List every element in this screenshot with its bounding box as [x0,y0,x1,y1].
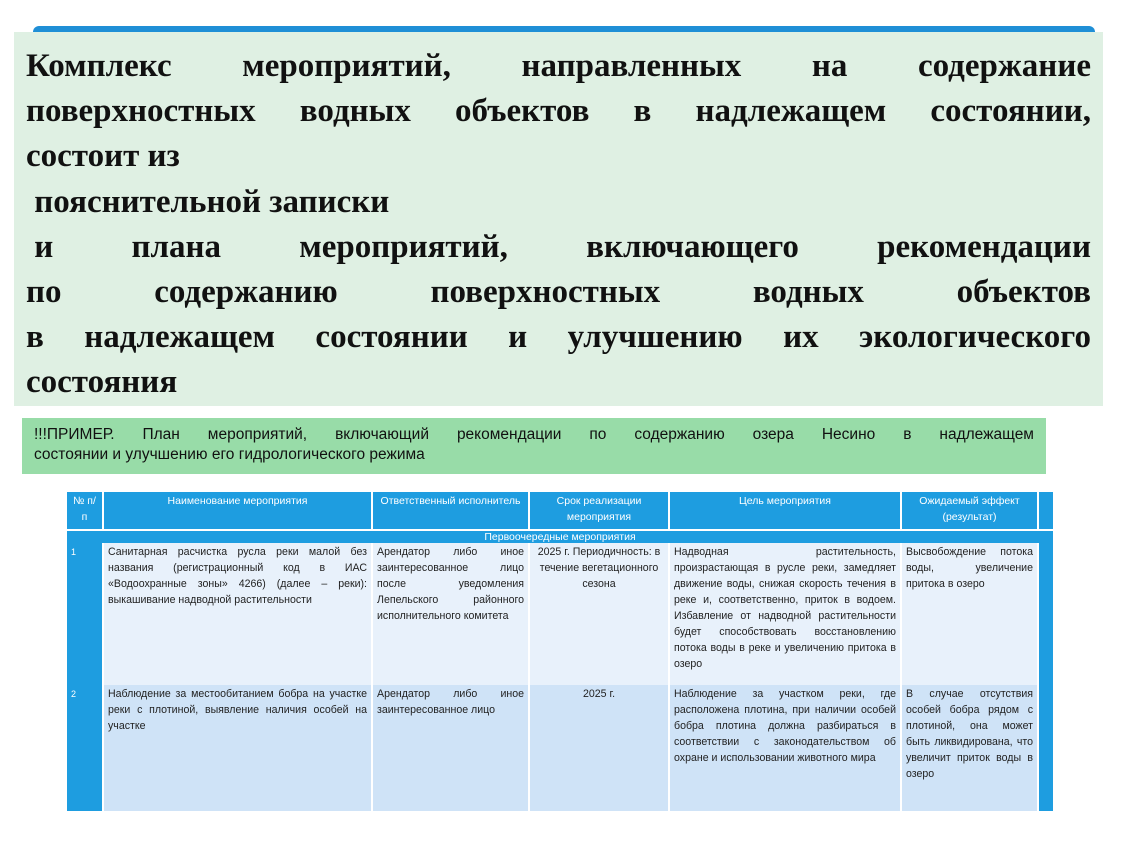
plan-table [67,492,1054,819]
row-name: Санитарная расчистка русла реки малой без названия (регистрационный код в ИАС «Водоохранные зоны» 4266) (далее – реки): выкашивание надводной растительности [103,543,372,685]
example-word: озера [752,426,794,443]
heading-word: объектов [956,274,1091,311]
row-executor: Арендатор либо иное заинтересованное лицо после уведомления Лепельского районного исполнительного комитета [372,543,529,685]
heading-word: состояния [26,364,178,401]
heading-word: и [26,228,54,265]
example-word: надлежащем [939,426,1034,443]
heading-word: экологического [858,319,1091,356]
heading-text [26,44,1091,406]
example-box [22,418,1046,474]
heading-word: мероприятий, [299,228,508,265]
heading-word: Комплекс [26,48,172,84]
col-header-num: № п/п [67,492,103,530]
heading-word: их [783,319,819,356]
row-end-cell [1038,543,1054,685]
heading-word: надлежащем [84,319,276,356]
row-number: 1 [67,543,103,685]
heading-word: улучшению [567,319,743,356]
heading-line [26,360,1091,405]
row-effect: В случае отсутствия особей бобра рядом с плотиной, она может быть ликвидирована, что увеличит приток воды в озеро [901,685,1038,811]
heading-word: по [26,274,62,311]
heading-word: рекомендации [877,228,1091,265]
heading-word: водных [299,93,411,130]
heading-line [26,180,1091,225]
row-term: 2025 г. Периодичность: в течение вегетационного сезона [529,543,669,685]
row-goal: Наблюдение за участком реки, где расположена плотина, при наличии особей бобра плотина должна разбираться в соответствии с законодательством об охране и использовании животного мира [669,685,901,811]
example-word: План [142,426,180,443]
heading-word: поверхностных [26,93,256,130]
row-executor: Арендатор либо иное заинтересованное лицо [372,685,529,811]
heading-word: мероприятий, [242,48,451,84]
heading-word: состоянии, [930,93,1091,130]
heading-word: состоит из [26,138,180,175]
heading-word: водных [752,274,864,311]
heading-line [26,225,1091,270]
example-word: по [589,426,607,443]
heading-word: содержанию [154,274,338,311]
table-section-row [67,530,1054,543]
heading-word: пояснительной записки [26,183,390,220]
example-word: в [903,426,912,443]
heading-word: надлежащем [695,93,887,130]
heading-word: направленных [521,48,742,84]
example-line-2: состоянии и улучшению его гидрологического режима [34,446,425,463]
table-row [67,543,1054,685]
heading-line [26,44,1091,89]
row-term: 2025 г. [529,685,669,811]
col-header-end [1038,492,1054,530]
row-name: Наблюдение за местообитанием бобра на участке реки с плотиной, выявление наличия особей на участке [103,685,372,811]
heading-line [26,315,1091,360]
section-label: Первоочередные мероприятия [67,530,1054,543]
heading-word: содержание [917,48,1091,84]
col-header-term: Срок реализации мероприятия [529,492,669,530]
heading-word: объектов [455,93,590,130]
heading-word: на [811,48,848,84]
example-word: Несино [821,426,876,443]
row-effect: Высвобождение потока воды, увеличение притока в озеро [901,543,1038,685]
heading-word: включающего [586,228,799,265]
row-goal: Надводная растительность, произрастающая в русле реки, замедляет движение воды, снижая скорость течения в реке и, соответственно, приток в водоем. Избавление от надводной растительности будет способствовать восстановлению потока воды в реке и увеличению притока в озеро [669,543,901,685]
heading-line [26,89,1091,134]
heading-word: в [26,319,44,356]
heading-line [26,270,1091,315]
heading-word: состоянии [315,319,468,356]
col-header-goal: Цель мероприятия [669,492,901,530]
heading-line [26,134,1091,179]
heading-word: плана [131,228,222,265]
heading-word: в [633,93,652,130]
example-line-1 [34,425,1034,445]
heading-box [14,32,1103,406]
col-header-executor: Ответственный исполнитель [372,492,529,530]
row-end-cell [1038,685,1054,811]
heading-word: поверхностных [430,274,661,311]
col-header-effect: Ожидаемый эффект (результат) [901,492,1038,530]
table-header-row [67,492,1054,530]
example-word: !!!ПРИМЕР. [34,426,115,443]
example-word: мероприятий, [207,426,308,443]
row-number: 2 [67,685,103,811]
heading-word: и [508,319,528,356]
example-word: содержанию [634,426,725,443]
table-row [67,685,1054,811]
example-word: включающий [335,426,429,443]
example-word: рекомендации [456,426,562,443]
col-header-name: Наименование мероприятия [103,492,372,530]
